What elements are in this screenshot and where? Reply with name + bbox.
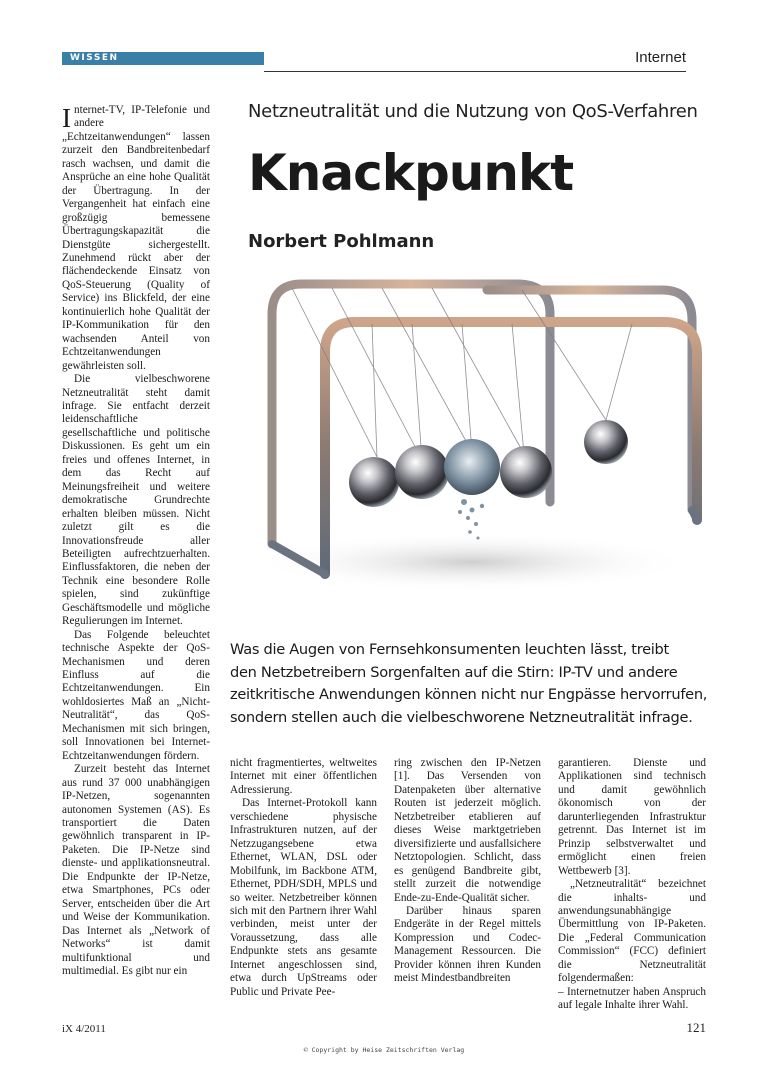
paragraph: Zurzeit besteht das Internet aus rund 37 000 unabhängigen IP-Netzen, sogenannten autonomen Systemen (AS). Es transportiert die Daten gewöhnlich transparent in IP-Paketen. Die IP-Netze sind dienste- und applikationsneutral. Die Endpunkte der IP-Netze, etwa Smartphones, PCs oder Server, entscheiden über die Art und Weise der Kommunikation. Das Internet als „Network of Networks“ ist damit multifunktional und multimedial. Es gibt nur ein — [62, 763, 210, 977]
dropcap: I — [62, 103, 71, 133]
column-3 — [394, 757, 541, 986]
paragraph: Die vielbeschworene Netzneutralität steht damit infrage. Sie entfacht derzeit leidenschaftliche gesellschaftliche und politische Diskussionen. Es geht um ein freies und offenes Internet, in dem das Recht auf Meinungsfreiheit und weitere demokratische Grundrechte erhalten bleiben müssen. Nicht zuletzt gilt es die Innovationsfreude aller Beteiligten aufrechtzuerhalten. Einflussfaktoren, die neben der Technik eine besondere Rolle spielen, sind zukünftige Geschäftsmodelle und mögliche Regulierungen im Internet. — [62, 373, 210, 628]
page-number: 121 — [686, 1020, 706, 1035]
paragraph-text: nternet-TV, IP-Telefonie und andere „Echtzeitanwendungen“ lassen zurzeit den Bandbreitenbedarf rasch wachsen, und damit die Ansprüche an eine hohe Qualität der Übertragung. In der Vergangenheit hat einfach eine großzügig bemessene Übertragungskapazität die Dienstgüte sichergestellt. Zunehmend rückt aber der flächendeckende Einsatz von QoS-Steuerung (Quality of Service) ins Blickfeld, der eine kontinuierlich hohe Qualität der IP-Kommunikation für den wachsenden Anteil von Echtzeitanwendungen gewährleisten soll. — [62, 104, 210, 372]
paragraph: Darüber hinaus sparen Endgeräte in der Regel mittels Kompression und Codec-Management Ressourcen. Die Provider können ihren Kunden meist Mindestbandbreiten — [394, 904, 541, 985]
newtons-cradle-illustration — [232, 262, 712, 602]
section-label: Internet — [635, 49, 686, 66]
lead-line: den Netzbetreibern Sorgenfalten auf die Stirn: IP-TV und andere — [230, 663, 678, 681]
paragraph: ring zwischen den IP-Netzen [1]. Das Versenden von Datenpaketen über alternative Routen ist jederzeit möglich. Netzbetreiber etablieren auf dieses Weise marktgetrieben diversifizierte und ausfallsichere Netztopologien. Schlicht, dass es genügend Bandbreite gibt, stellt zurzeit die notwendige Ende-zu-Ende-Qualität sicher. — [394, 757, 541, 904]
issue-label: iX 4/2011 — [62, 1023, 106, 1035]
paragraph: Das Folgende beleuchtet technische Aspekte der QoS-Mechanismen und deren Einfluss auf die Echtzeitanwendungen. Ein wohldosiertes Maß an „Nicht-Neutralität“, das QoS-Mechanismen mit sich bringen, soll Innovationen bei Internet-Echtzeitanwendungen fördern. — [62, 628, 210, 762]
article-title: Knackpunkt — [248, 144, 574, 202]
column-1 — [62, 104, 210, 978]
paragraph: – Internetnutzer haben Anspruch auf legale Inhalte ihrer Wahl. — [558, 985, 706, 1012]
header-rule — [264, 71, 686, 72]
paragraph — [62, 104, 210, 373]
section-kicker-bar — [62, 52, 264, 65]
paragraph: garantieren. Dienste und Applikationen sind technisch und damit gewöhnlich ökonomisch von der darunterliegenden Infrastruktur getrennt. Das Internet ist im Prinzip selbstverwaltet und ermöglicht einen freien Wettbewerb [3]. — [558, 757, 706, 877]
column-2 — [230, 757, 377, 999]
column-4 — [558, 757, 706, 1013]
lead-line: zeitkritische Anwendungen können nicht nur Engpässe hervorrufen, — [230, 686, 708, 703]
lead-line: Was die Augen von Fernsehkonsumenten leuchten lässt, treibt — [230, 641, 669, 658]
article-lead — [230, 639, 708, 729]
paragraph: „Netzneutralität“ bezeichnet die inhalts- und anwendungsunabhängige Übermittlung von IP-Paketen. Die „Federal Communication Commission“ (FCC) definiert die Netzneutralität folgendermaßen: — [558, 878, 706, 985]
paragraph: Das Internet-Protokoll kann verschiedene physische Infrastrukturen nutzen, auf der Netzzugangsebene etwa Ethernet, WLAN, DSL oder Mobilfunk, im Backbone ATM, Ethernet, PDH/SDH, MPLS und so weiter. Netzbetreiber können sich mit den Partnern ihrer Wahl verbinden, meist unter der Voraussetzung, dass alle Endpunkte stets ans gesamte Internet angeschlossen sind, etwa durch UpStreams oder Public und Private Pee- — [230, 797, 377, 998]
paragraph: nicht fragmentiertes, weltweites Internet mit einer öffentlichen Adressierung. — [230, 757, 377, 796]
article-overline: Netzneutralität und die Nutzung von QoS-Verfahren — [248, 101, 698, 122]
section-kicker: WISSEN — [70, 53, 119, 63]
lead-line: sondern stellen auch die vielbeschworene Netzneutralität infrage. — [230, 708, 693, 726]
article-author: Norbert Pohlmann — [248, 231, 435, 252]
copyright-notice: © Copyright by Heise Zeitschriften Verlag — [303, 1046, 465, 1054]
